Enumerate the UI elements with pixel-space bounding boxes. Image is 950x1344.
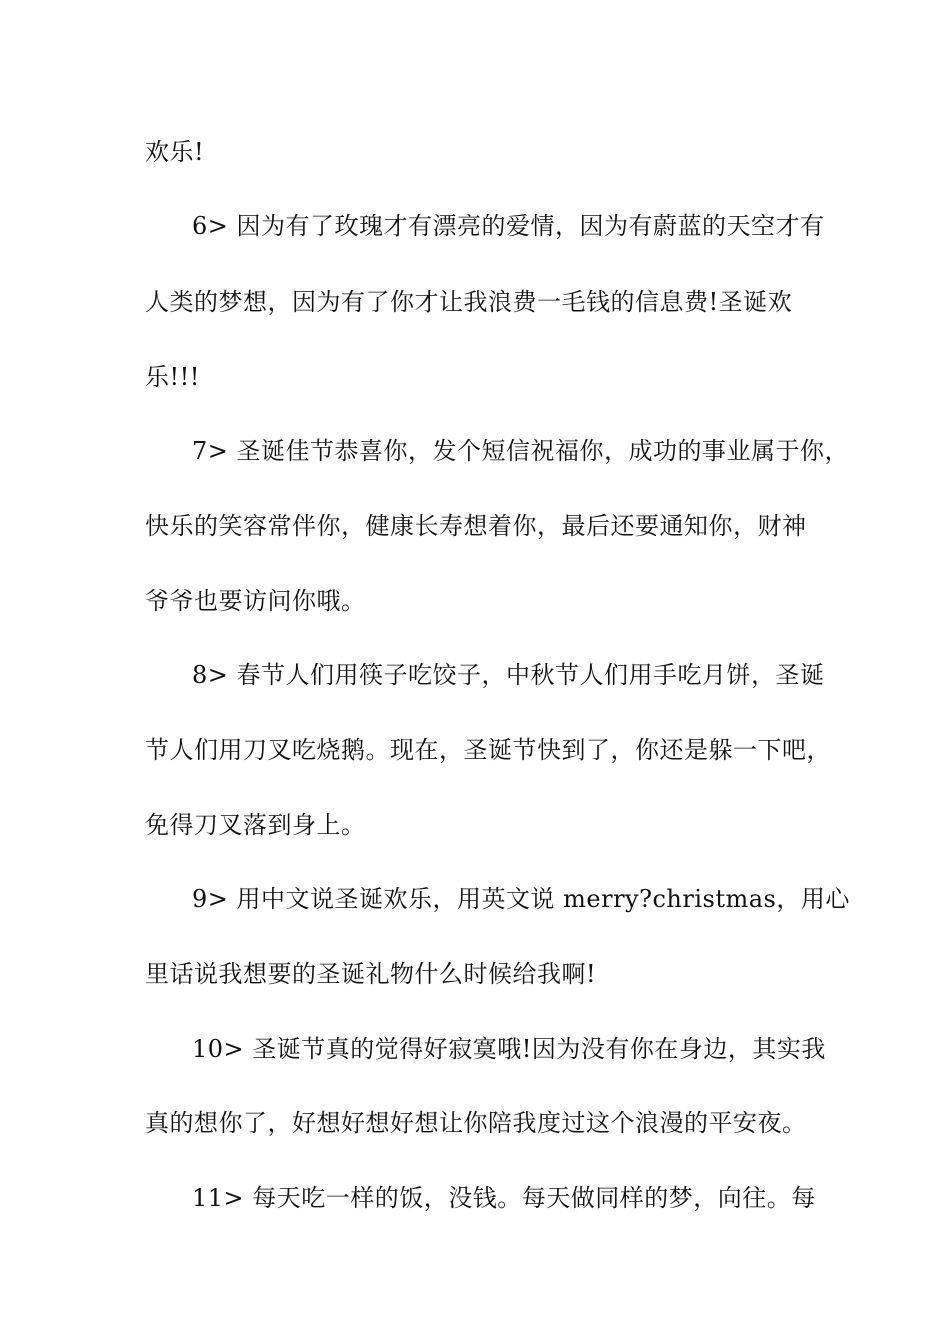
text-line: 6> 因为有了玫瑰才有漂亮的爱情，因为有蔚蓝的天空才有 <box>192 212 825 240</box>
text-line: 11> 每天吃一样的饭，没钱。每天做同样的梦，向往。每 <box>192 1184 816 1212</box>
text-line: 真的想你了，好想好想好想让你陪我度过这个浪漫的平安夜。 <box>145 1109 807 1137</box>
text-line: 乐!!! <box>145 363 200 391</box>
text-line: 免得刀叉落到身上。 <box>145 811 366 839</box>
text-line: 9> 用中文说圣诞欢乐，用英文说 merry?christmas，用心 <box>192 885 850 913</box>
text-line: 8> 春节人们用筷子吃饺子，中秋节人们用手吃月饼，圣诞 <box>192 661 825 689</box>
text-line: 节人们用刀叉吃烧鹅。现在，圣诞节快到了，你还是躲一下吧， <box>145 736 831 764</box>
text-line: 欢乐! <box>145 138 205 166</box>
text-line: 爷爷也要访问你哦。 <box>145 587 366 615</box>
text-line: 快乐的笑容常伴你，健康长寿想着你，最后还要通知你，财神 <box>145 512 807 540</box>
text-line: 人类的梦想，因为有了你才让我浪费一毛钱的信息费!圣诞欢 <box>145 288 793 316</box>
text-line: 7> 圣诞佳节恭喜你，发个短信祝福你，成功的事业属于你， <box>192 437 850 465</box>
text-line: 10> 圣诞节真的觉得好寂寞哦!因为没有你在身边，其实我 <box>192 1035 826 1063</box>
text-line: 里话说我想要的圣诞礼物什么时候给我啊! <box>145 960 597 988</box>
